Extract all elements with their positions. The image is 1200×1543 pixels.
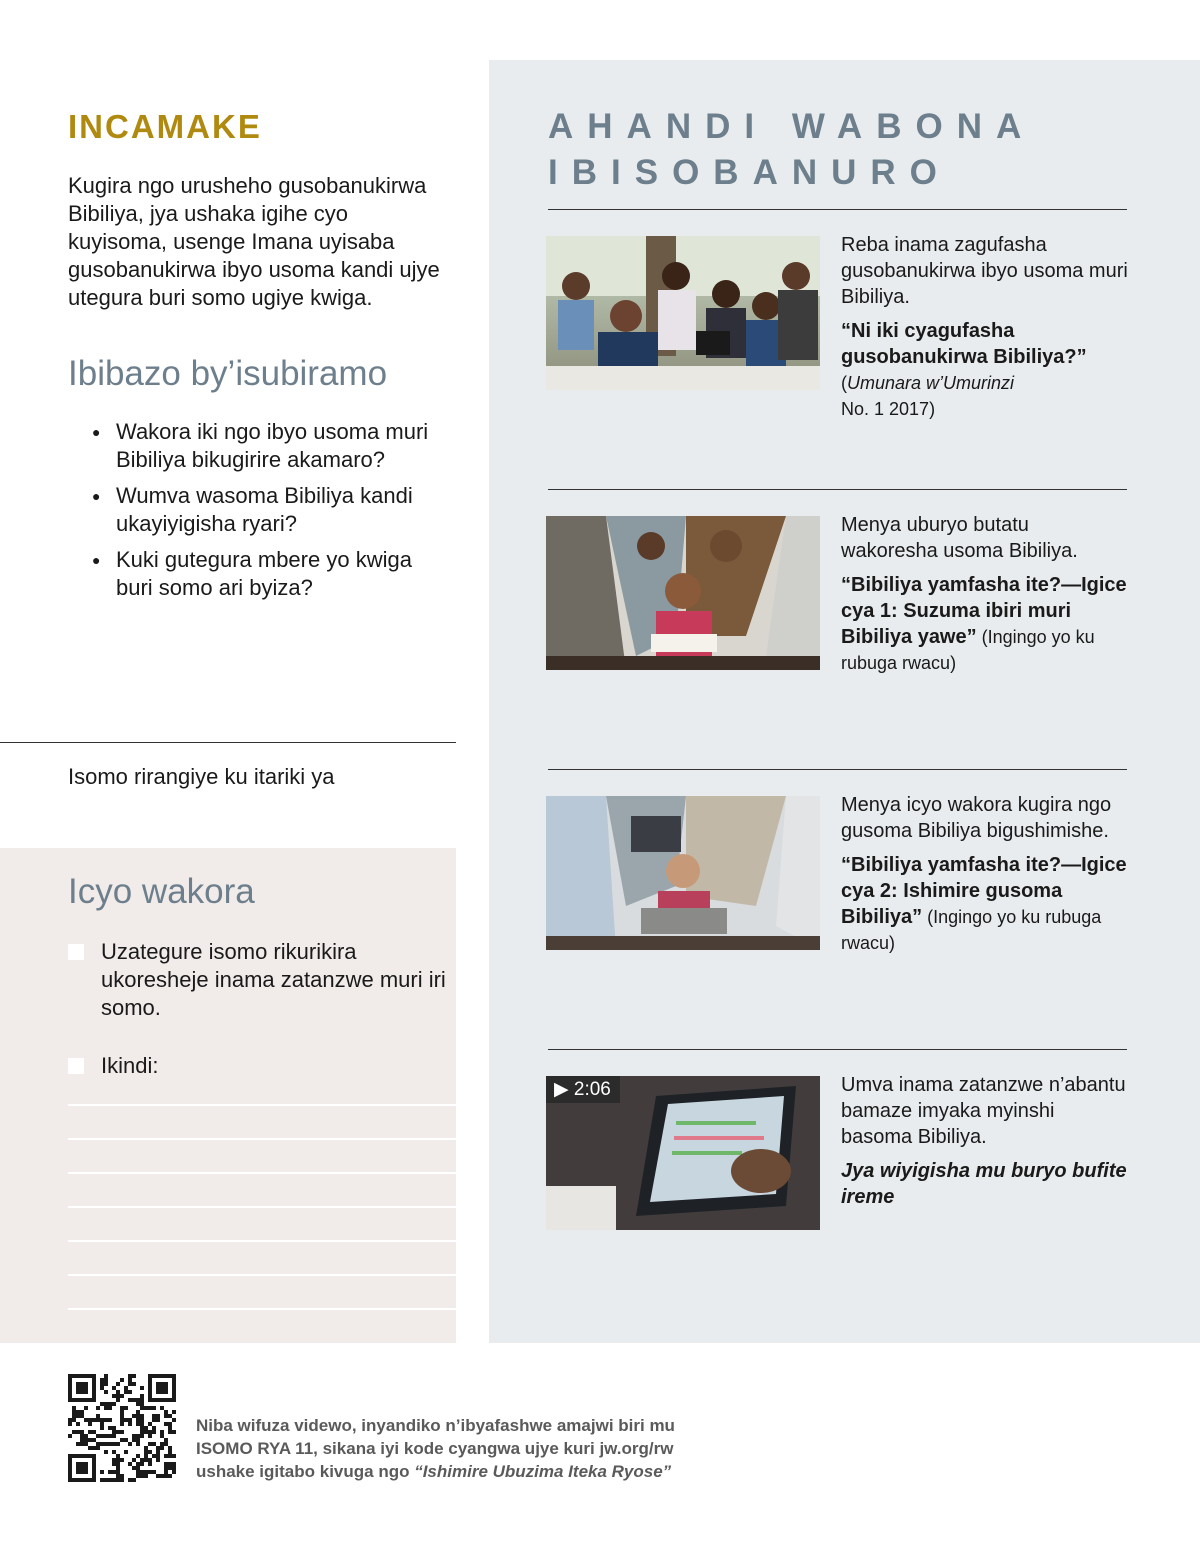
resource-source: [841, 370, 1131, 422]
source-paren: (: [841, 373, 847, 393]
footer-line: Niba wifuza videwo, inyandiko n’ibyafashwe amajwi biri mu: [196, 1416, 675, 1435]
photo-boy-reading-icon: [546, 516, 820, 670]
resource-text: [841, 512, 1131, 676]
video-duration-badge: ▶ 2:06: [546, 1076, 620, 1103]
footer-line: ushake igitabo kivuga ngo: [196, 1462, 415, 1481]
checkbox[interactable]: [68, 944, 84, 960]
divider: [548, 1049, 1127, 1050]
resource-entry: [841, 852, 1131, 956]
video-title-link[interactable]: Jya wiyigisha mu buryo bufite ireme: [841, 1160, 1127, 1208]
todo-item: [68, 938, 448, 1022]
review-question: Wakora iki ngo ibyo usoma muri Bibiliya bikugirire akamaro?: [116, 419, 429, 472]
list-item: [92, 546, 448, 602]
video-thumbnail[interactable]: [546, 1076, 820, 1230]
qr-code-icon: [68, 1374, 176, 1482]
resource-description: Menya icyo wakora kugira ngo gusoma Bibiliya bigushimishe.: [841, 794, 1112, 842]
footer-note: [196, 1414, 716, 1483]
resource-title-link[interactable]: “Ni iki cyagufasha gusobanukirwa Bibiliya?”: [841, 320, 1087, 368]
resource-source: (Ingingo yo ku rubuga rwacu): [841, 907, 1102, 953]
write-in-line[interactable]: [68, 1138, 456, 1140]
qr-code[interactable]: [68, 1374, 176, 1482]
todo-item-text: Uzategure isomo rikurikira ukoresheje inama zatanzwe muri iri somo.: [101, 939, 446, 1020]
todo-item: [68, 1052, 448, 1080]
checkbox[interactable]: [68, 1058, 84, 1074]
source-publication: Umunara w’Umurinzi: [847, 373, 1015, 393]
footer-line: ISOMO RYA 11, sikana iyi kode cyangwa ujye kuri jw.org/rw: [196, 1439, 674, 1458]
resource-image-bible-reading-boy[interactable]: [546, 516, 820, 670]
write-in-line[interactable]: [68, 1240, 456, 1242]
divider: [548, 209, 1127, 210]
resource-image-bible-reading-girl[interactable]: [546, 796, 820, 950]
write-in-line[interactable]: [68, 1206, 456, 1208]
resource-text: [841, 792, 1131, 956]
resource-description: Menya uburyo butatu wakoresha usoma Bibiliya.: [841, 514, 1078, 562]
review-question: Wumva wasoma Bibiliya kandi ukayiyigisha ryari?: [116, 483, 413, 536]
bullet-icon: ●: [92, 488, 101, 504]
summary-text: Kugira ngo urusheho gusobanukirwa Bibiliya, jya ushaka igihe cyo kuyisoma, usenge Imana uyisaba gusobanukirwa ibyo usoma kandi ujye utegura buri somo ugiye kwiga.: [68, 173, 440, 310]
write-in-line[interactable]: [68, 1104, 456, 1106]
write-in-line[interactable]: [68, 1308, 456, 1310]
todo-panel: [0, 848, 456, 1343]
photo-people-reading-icon: [546, 236, 820, 390]
resource-description: Reba inama zagufasha gusobanukirwa ibyo usoma muri Bibiliya.: [841, 234, 1128, 308]
review-question: Kuki gutegura mbere yo kwiga buri somo ari byiza?: [116, 547, 412, 600]
source-issue: No. 1 2017): [841, 399, 936, 419]
write-in-line[interactable]: [68, 1172, 456, 1174]
resource-title-link[interactable]: “Bibiliya yamfasha ite?—Igice cya 1: Suzuma ibiri muri Bibiliya yawe”: [841, 574, 1127, 648]
review-heading: Ibibazo by’isubiramo: [68, 354, 388, 393]
explore-heading: AHANDI WABONA IBISOBANURO: [548, 107, 1034, 192]
write-in-line[interactable]: [68, 1274, 456, 1276]
list-item: [92, 418, 448, 474]
book-title: “Ishimire Ubuzima Iteka Ryose”: [414, 1462, 672, 1481]
todo-heading: Icyo wakora: [68, 872, 255, 911]
resource-source: (Ingingo yo ku rubuga rwacu): [841, 627, 1095, 673]
resource-image-group-study[interactable]: [546, 236, 820, 390]
resource-text: [841, 1072, 1131, 1210]
todo-item-text: Ikindi:: [101, 1053, 159, 1078]
divider: [0, 742, 456, 743]
resource-entry: [841, 572, 1131, 676]
list-item: [92, 482, 448, 538]
resource-text: [841, 232, 1131, 422]
bullet-icon: ●: [92, 552, 101, 568]
divider: [548, 489, 1127, 490]
divider: [548, 769, 1127, 770]
resource-description: Umva inama zatanzwe n’abantu bamaze imyaka myinshi basoma Bibiliya.: [841, 1074, 1126, 1148]
bullet-icon: ●: [92, 424, 101, 440]
photo-girl-reading-icon: [546, 796, 820, 950]
review-questions-list: [92, 418, 448, 610]
summary-heading: INCAMAKE: [68, 108, 262, 145]
completed-date-label: Isomo rirangiye ku itariki ya: [68, 764, 335, 789]
resource-title-link[interactable]: “Bibiliya yamfasha ite?—Igice cya 2: Ishimire gusoma Bibiliya”: [841, 854, 1127, 928]
